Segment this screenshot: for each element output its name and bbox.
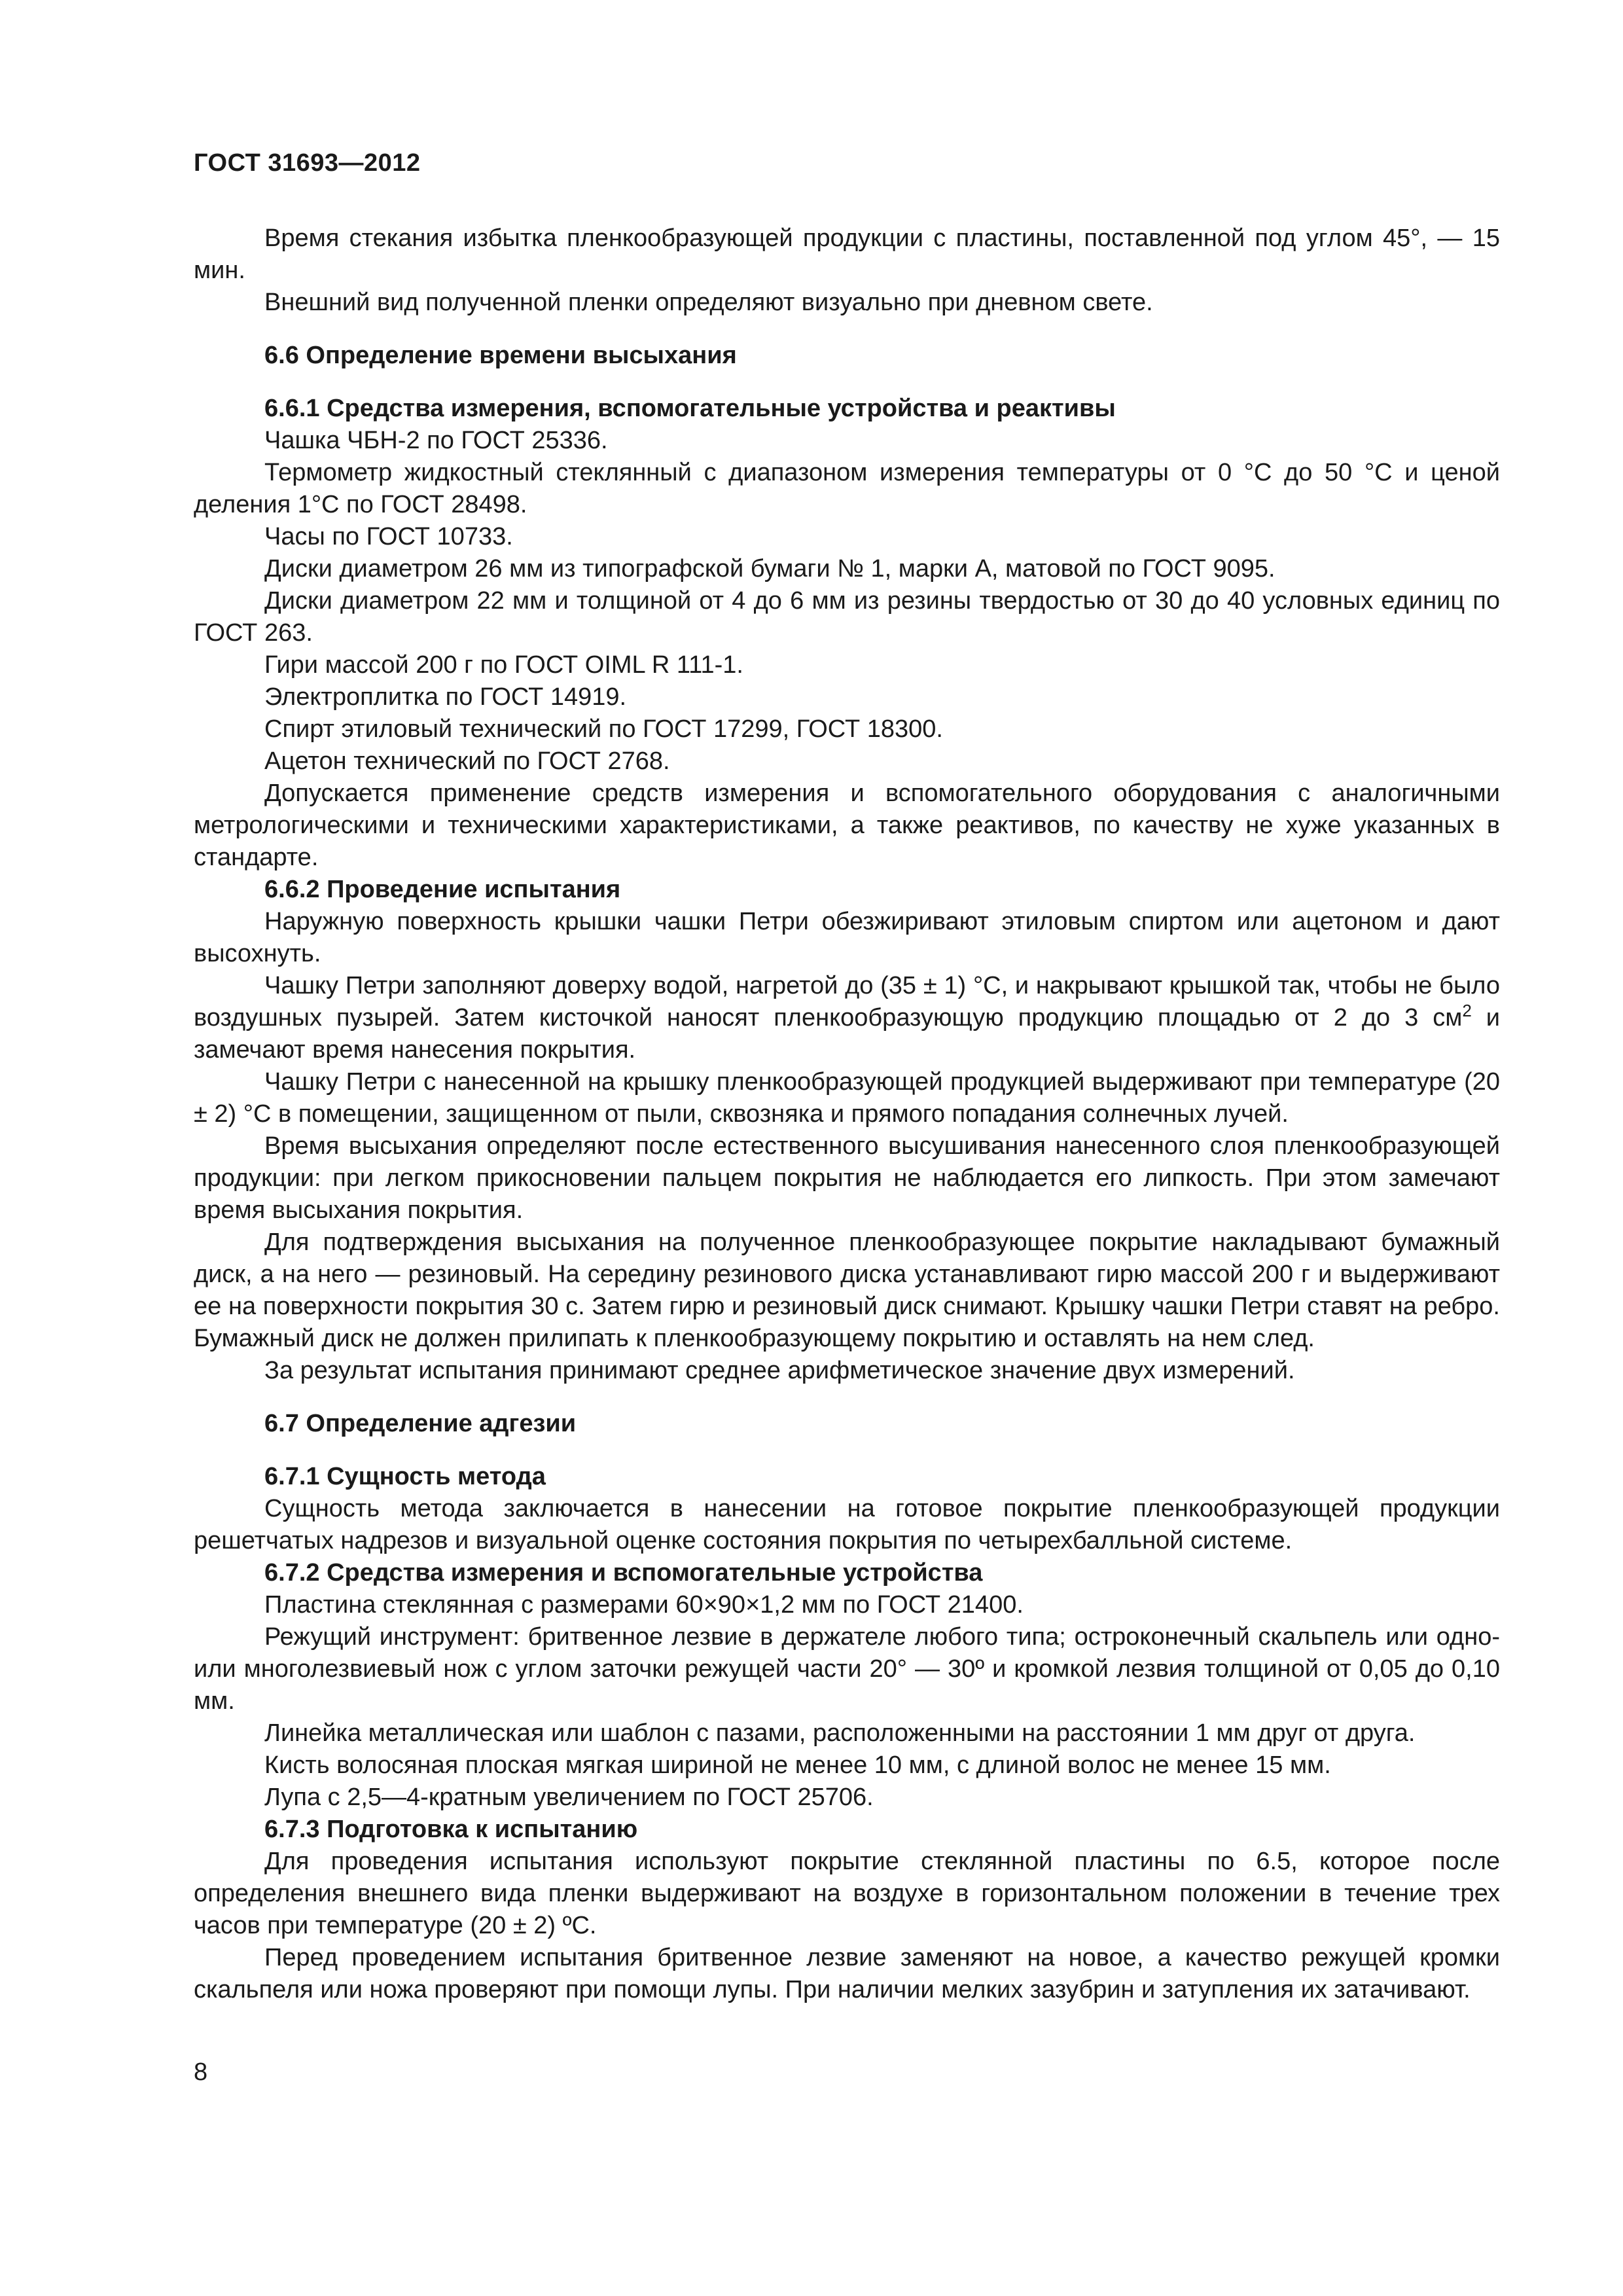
- section-heading: 6.6 Определение времени высыхания: [264, 342, 737, 369]
- paragraph: Внешний вид полученной пленки определяют визуально при дневном свете.: [264, 289, 1153, 316]
- subsection-heading: 6.7.1 Сущность метода: [264, 1463, 546, 1490]
- paragraph: Наружную поверхность крышки чашки Петри обезжиривают этиловым спиртом или ацетоном и дают высохнуть.: [194, 908, 1500, 967]
- paragraph: Сущность метода заключается в нанесении на готовое покрытие пленкообразующей продукции решетчатых надрезов и визуальной оценке состояния покрытия по четырехбалльной системе.: [194, 1495, 1500, 1554]
- paragraph: Кисть волосяная плоская мягкая шириной не менее 10 мм, с длиной волос не менее 15 мм.: [264, 1751, 1331, 1779]
- superscript: 2: [1462, 1001, 1472, 1020]
- document-header: ГОСТ 31693—2012: [194, 149, 421, 177]
- paragraph: Для подтверждения высыхания на полученное пленкообразующее покрытие накладывают бумажный диск, а на него — резиновый. На середину резинового диска устанавливают гирю массой 200 г и выдерживают ее на поверхности покрытия 30 с. Затем гирю и резиновый диск снимают. Крышку чашки Петри ставят на ребро. Бумажный диск не должен прилипать к пленкообразующему покрытию и оставлять на нем след.: [194, 1229, 1500, 1352]
- paragraph: Диски диаметром 22 мм и толщиной от 4 до 6 мм из резины твердостью от 30 до 40 условных единиц по ГОСТ 263.: [194, 587, 1500, 647]
- subsection-heading: 6.7.3 Подготовка к испытанию: [264, 1816, 638, 1843]
- paragraph: Гири массой 200 г по ГОСТ OIML R 111-1.: [264, 651, 743, 679]
- paragraph: Допускается применение средств измерения и вспомогательного оборудования с аналогичными метрологическими и техническими характеристиками, а также реактивов, по качеству не хуже указанных в стандарте.: [194, 780, 1500, 871]
- paragraph: Чашка ЧБН-2 по ГОСТ 25336.: [264, 427, 608, 454]
- page-number: 8: [194, 2058, 208, 2086]
- paragraph: Время высыхания определяют после естественного высушивания нанесенного слоя пленкообразующей продукции: при легком прикосновении пальцем покрытия не наблюдается его липкость. При этом замечают время высыхания покрытия.: [194, 1132, 1500, 1224]
- paragraph: Спирт этиловый технический по ГОСТ 17299, ГОСТ 18300.: [264, 715, 943, 743]
- paragraph: Ацетон технический по ГОСТ 2768.: [264, 747, 670, 775]
- paragraph: Пластина стеклянная с размерами 60×90×1,2 мм по ГОСТ 21400.: [264, 1591, 1024, 1619]
- subsection-heading: 6.7.2 Средства измерения и вспомогательные устройства: [264, 1559, 983, 1587]
- paragraph: Часы по ГОСТ 10733.: [264, 523, 513, 550]
- paragraph-text: Чашку Петри заполняют доверху водой, нагретой до (35 ± 1) °С, и накрывают крышкой так, чтобы не было воздушных пузырей. Затем кисточкой наносят пленкообразующую продукцию площадью от 2 до 3 см: [194, 972, 1500, 1031]
- section-heading: 6.7 Определение адгезии: [264, 1410, 577, 1437]
- document-body: [194, 223, 1500, 2006]
- paragraph: Режущий инструмент: бритвенное лезвие в держателе любого типа; остроконечный скальпель или одно- или многолезвиевый нож с углом заточки режущей части 20° — 30º и кромкой лезвия толщиной от 0,05 до 0,10 мм.: [194, 1623, 1500, 1715]
- subsection-heading: 6.6.1 Средства измерения, вспомогательные устройства и реактивы: [264, 395, 1116, 422]
- paragraph: Чашку Петри с нанесенной на крышку пленкообразующей продукцией выдерживают при температуре (20 ± 2) °С в помещении, защищенном от пыли, сквозняка и прямого попадания солнечных лучей.: [194, 1068, 1500, 1128]
- paragraph-text: и замечают время нанесения покрытия.: [194, 1004, 1500, 1064]
- paragraph: [194, 970, 1500, 1066]
- paragraph: Перед проведением испытания бритвенное лезвие заменяют на новое, а качество режущей кромки скальпеля или ножа проверяют при помощи лупы. При наличии мелких зазубрин и затупления их затачивают.: [194, 1944, 1500, 2003]
- subsection-heading: 6.6.2 Проведение испытания: [264, 876, 621, 903]
- paragraph: Для проведения испытания используют покрытие стеклянной пластины по 6.5, которое после определения внешнего вида пленки выдерживают на воздухе в горизонтальном положении в течение трех часов при температуре (20 ± 2) ºС.: [194, 1848, 1500, 1939]
- paragraph: Лупа с 2,5—4-кратным увеличением по ГОСТ 25706.: [264, 1784, 874, 1811]
- paragraph: Время стекания избытка пленкообразующей продукции с пластины, поставленной под углом 45°, — 15 мин.: [194, 224, 1500, 284]
- paragraph: Термометр жидкостный стеклянный с диапазоном измерения температуры от 0 °С до 50 °С и ценой деления 1°С по ГОСТ 28498.: [194, 459, 1500, 518]
- paragraph: За результат испытания принимают среднее арифметическое значение двух измерений.: [264, 1357, 1295, 1384]
- paragraph: Линейка металлическая или шаблон с пазами, расположенными на расстоянии 1 мм друг от друга.: [264, 1719, 1416, 1747]
- paragraph: Диски диаметром 26 мм из типографской бумаги № 1, марки А, матовой по ГОСТ 9095.: [264, 555, 1275, 583]
- paragraph: Электроплитка по ГОСТ 14919.: [264, 683, 627, 711]
